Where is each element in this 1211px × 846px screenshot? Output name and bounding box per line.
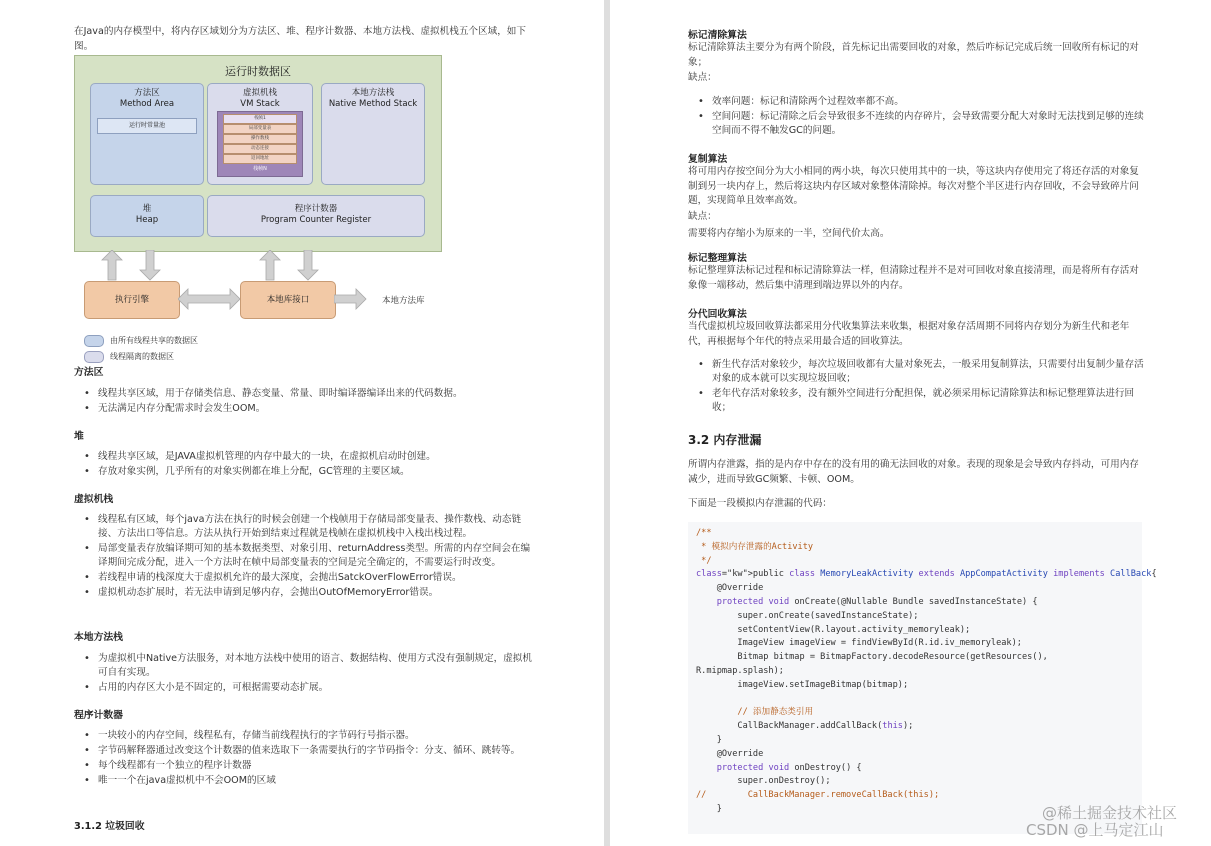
list-item: • 唯一一个在java虚拟机中不会OOM的区域 xyxy=(74,774,536,788)
legend-isolated-swatch xyxy=(84,351,104,363)
arrow-up-icon xyxy=(102,250,122,280)
mark-sweep-body: 标记清除算法主要分为有两个阶段，首先标记出需要回收的对象，然后咋标记完成后统一回收所有标记的对象； xyxy=(688,42,1139,68)
watermark-juejin: @稀土掘金技术社区 xyxy=(1042,804,1178,822)
generational-title: 分代回收算法 xyxy=(688,309,747,320)
vm-stack-box xyxy=(207,83,313,185)
code-line: } xyxy=(696,734,722,745)
vm-stack-cn: 虚拟机栈 xyxy=(242,88,277,98)
list-item: • 一块较小的内存空间，线程私有，存储当前线程执行的字节码行号指示器。 xyxy=(74,729,536,743)
list-item: • 线程私有区域，每个java方法在执行的时候会创建一个栈帧用于存储局部变量表、操作数栈、动态链接、方法出口等信息。方法从执行开始到结束过程就是栈帧在虚拟机栈中入栈出栈过程。 xyxy=(74,513,536,541)
generational-list xyxy=(688,358,1146,416)
arrow-up-icon xyxy=(260,250,280,280)
heap-cn: 堆 xyxy=(142,204,152,214)
method-area-box xyxy=(90,83,204,185)
code-line: class="kw">public xyxy=(696,569,784,580)
list-item: • 每个线程都有一个独立的程序计数器 xyxy=(74,759,536,773)
legend-shared-swatch xyxy=(84,335,104,347)
code-line: } xyxy=(696,803,722,814)
code-line: */ xyxy=(696,555,712,566)
native-stack-box xyxy=(321,83,425,185)
legend-isolated-label: 线程隔离的数据区 xyxy=(110,352,174,361)
list-item: • 空间问题：标记清除之后会导致很多不连续的内存碎片，会导致需要分配大对象时无法找到足够的连续空间而不得不触发GC的问题。 xyxy=(688,110,1146,138)
arrow-down-icon xyxy=(140,250,160,280)
code-line: @Override xyxy=(696,583,764,594)
arrow-down-icon xyxy=(298,250,318,280)
native-lib-label: 本地方法库 xyxy=(382,296,425,306)
copying-cons: 需要将内存缩小为原来的一半，空间代价太高。 xyxy=(688,228,890,239)
code-line: super.onDestroy(); xyxy=(696,776,831,787)
generational-body: 当代虚拟机垃圾回收算法都采用分代收集算法来收集，根据对象存活周期不同将内存划分为新生代和老年代，再根据每个年代的特点采用最合适的回收算法。 xyxy=(688,321,1130,347)
code-line: protected void onDestroy() { xyxy=(716,762,862,773)
method-area-en: Method Area xyxy=(119,99,175,109)
gc-heading: 3.1.2 垃圾回收 xyxy=(74,821,145,832)
code-line: protected void onCreate(@Nullable Bundle savedInstanceState) { xyxy=(716,596,1038,607)
mark-sweep-title: 标记清除算法 xyxy=(688,30,747,41)
section-heading: 本地方法栈 xyxy=(74,632,123,643)
section-heading: 程序计数器 xyxy=(74,710,123,721)
section-list xyxy=(74,387,534,417)
stack-frame: 局部变量表 xyxy=(223,124,297,134)
section-heading: 虚拟机栈 xyxy=(74,494,114,505)
double-arrow-icon xyxy=(178,289,240,309)
memory-leak-body: 所谓内存泄露，指的是内存中存在的没有用的确无法回收的对象。表现的现象是会导致内存抖动，可用内存减少，进而导致GC频繁、卡顿、OOM。 xyxy=(688,459,1139,485)
code-line: CallBackManager.addCallBack(this); xyxy=(696,721,914,732)
engine-interface-arrow xyxy=(178,287,240,313)
list-item: • 字节码解释器通过改变这个计数器的值来选取下一条需要执行的字节码指令：分支、循环、跳转等。 xyxy=(74,744,536,758)
heap-box xyxy=(90,195,204,237)
copying-body: 将可用内存按空间分为大小相同的两小块，每次只使用其中的一块，等这块内存使用完了将还存活的对象复制到另一块内存上，然后将这块内存区域对象整体清除掉。每次对整个半区进行内存回收，不会导致碎片问题，实现简单且效率高效。 xyxy=(688,166,1139,206)
code-line: R.mipmap.splash); xyxy=(696,665,784,676)
stack-frame: 返回地址 xyxy=(223,154,297,164)
jvm-memory-diagram xyxy=(74,55,442,365)
list-item: • 占用的内存区大小是不固定的，可根据需要动态扩展。 xyxy=(74,681,536,695)
code-block xyxy=(688,522,1157,834)
pc-register-box xyxy=(207,195,425,237)
list-item: • 若线程申请的栈深度大于虚拟机允许的最大深度，会抛出SatckOverFlowError错误。 xyxy=(74,571,536,585)
mark-compact-body: 标记整理算法标记过程和标记清除算法一样，但清除过程并不是对可回收对象直接清理，而是将所有存活对象像一端移动，然后集中清理到端边界以外的内存。 xyxy=(688,265,1139,291)
memory-leak-intro: 下面是一段模拟内存泄漏的代码： xyxy=(688,498,832,509)
code-text: /** * 模拟内存泄露的Activity */ class="kw">public class MemoryLeakActivity extends AppCompatActivity implements CallBack{ @Override protected void onCreate(@Nullable Bundle savedInstanceState) { super.onCreate(savedInstanceState); setContentView(R.layout.activity_memoryleak); ImageView imageView = findViewById(R.id.iv_memoryleak); Bitmap bitmap = BitmapFactory.decodeResource(getResources(), R.mipmap.splash); imageView.setImageBitmap(bitmap); // 添加静态类引用 CallBackManager.addCallBack(this); } @Override protected void onDestroy() { super.onDestroy(); // CallBackManager.removeCallBack(this); } xyxy=(696,528,1157,814)
right-page xyxy=(610,0,1211,846)
code-line: Bitmap bitmap = BitmapFactory.decodeResource(getResources(), xyxy=(696,652,1048,663)
stack-frames xyxy=(217,111,303,177)
heap-en: Heap xyxy=(135,215,159,225)
list-item: • 无法满足内存分配需求时会发生OOM。 xyxy=(74,402,534,416)
execution-engine-box: 执行引擎 xyxy=(84,281,180,319)
section-list xyxy=(74,729,536,789)
stack-frame: 操作数栈 xyxy=(223,134,297,144)
pc-cn: 程序计数器 xyxy=(294,204,338,214)
code-line: setContentView(R.layout.activity_memoryleak); xyxy=(696,624,971,635)
diagram-title: 运行时数据区 xyxy=(225,65,291,78)
left-page xyxy=(0,0,604,846)
code-line: // CallBackManager.removeCallBack(this); xyxy=(696,790,940,801)
list-item: • 为虚拟机中Native方法服务，对本地方法栈中使用的语言、数据结构、使用方式没有强制规定，虚拟机可自有实现。 xyxy=(74,652,536,680)
list-item: • 局部变量表存放编译期可知的基本数据类型、对象引用、returnAddress类型。所需的内存空间会在编译期间完成分配，进入一个方法时在帧中局部变量表的空间是完全确定的，不需要运行时改变。 xyxy=(74,542,536,570)
memory-leak-heading: 3.2 内存泄漏 xyxy=(688,433,762,447)
list-item: • 效率问题：标记和清除两个过程效率都不高。 xyxy=(688,95,1146,109)
list-item: • 线程共享区域，用于存储类信息、静态变量、常量、即时编译器编译出来的代码数据。 xyxy=(74,387,534,401)
list-item: • 线程共享区域，是JAVA虚拟机管理的内存中最大的一块，在虚拟机启动时创建。 xyxy=(74,450,534,464)
copying-title: 复制算法 xyxy=(688,154,728,165)
list-item: • 老年代存活对象较多，没有额外空间进行分配担保，就必须采用标记清除算法和标记整理算法进行回收； xyxy=(688,387,1146,415)
stack-frame: 动态连接 xyxy=(223,144,297,154)
code-line: // 添加静态类引用 xyxy=(696,707,814,718)
list-item: • 存放对象实例，几乎所有的对象实例都在堆上分配，GC管理的主要区域。 xyxy=(74,465,534,479)
copying-cons-label: 缺点： xyxy=(688,211,717,222)
code-line: * 模拟内存泄露的Activity xyxy=(696,541,814,552)
legend-shared-label: 由所有线程共享的数据区 xyxy=(110,336,198,345)
vm-stack-en: VM Stack xyxy=(240,99,280,109)
runtime-constant-pool: 运行时常量池 xyxy=(97,118,197,134)
method-area-cn: 方法区 xyxy=(134,88,160,98)
intro-paragraph: 在Java的内存模型中，将内存区域划分为方法区、堆、程序计数器、本地方法栈、虚拟机栈五个区域，如下图。 xyxy=(74,26,526,52)
pc-en: Program Counter Register xyxy=(260,215,372,225)
code-line: super.onCreate(savedInstanceState); xyxy=(696,610,919,621)
native-interface-box: 本地库接口 xyxy=(240,281,336,319)
section-heading: 堆 xyxy=(74,431,84,442)
code-line: /** xyxy=(696,528,712,538)
section-list xyxy=(74,450,534,480)
native-stack-en: Native Method Stack xyxy=(328,99,418,109)
code-line: ImageView imageView = findViewById(R.id.iv_memoryleak); xyxy=(696,638,1022,649)
code-line: @Override xyxy=(696,748,764,759)
section-list xyxy=(74,513,536,601)
arrow-right-icon xyxy=(334,289,366,309)
section-heading: 方法区 xyxy=(74,367,104,378)
native-lib-arrow xyxy=(334,287,368,313)
list-item: • 虚拟机动态扩展时，若无法申请到足够内存，会抛出OutOfMemoryError错误。 xyxy=(74,586,536,600)
stack-frame-n: 栈帧N xyxy=(253,166,267,172)
mark-sweep-list xyxy=(688,95,1146,139)
list-item: • 新生代存活对象较少，每次垃圾回收都有大量对象死去，一般采用复制算法，只需要付出复制少量存活对象的成本就可以实现垃圾回收； xyxy=(688,358,1146,386)
section-list xyxy=(74,652,536,696)
runtime-data-area xyxy=(74,55,442,252)
watermark-csdn: CSDN @上马定江山 xyxy=(1026,821,1164,839)
native-stack-cn: 本地方法栈 xyxy=(351,88,395,98)
mark-compact-title: 标记整理算法 xyxy=(688,253,747,264)
code-line: imageView.setImageBitmap(bitmap); xyxy=(696,679,909,690)
stack-frame: 栈帧1 xyxy=(223,114,297,124)
mark-sweep-cons-label: 缺点： xyxy=(688,72,717,83)
